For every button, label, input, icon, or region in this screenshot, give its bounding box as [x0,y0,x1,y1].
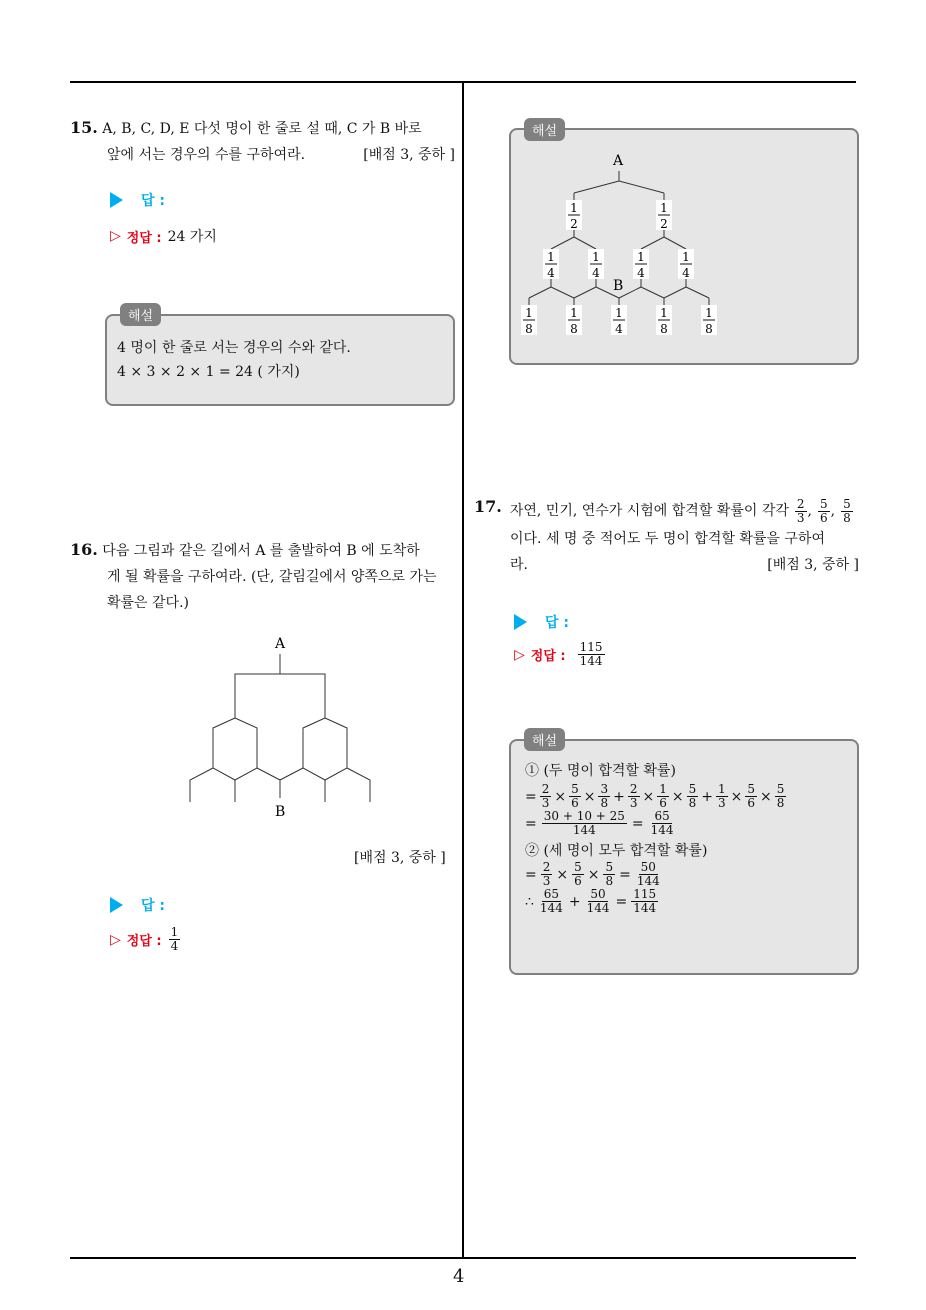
svg-text:4: 4 [682,266,690,280]
answer-row[interactable] [110,190,165,210]
tree-fraction-l3-3 [611,305,627,336]
points-badge: [배점 3, 중하 ] [363,147,455,163]
solution-fraction: $\frac{115}{144}$ [579,640,603,668]
page-number: 4 [453,1266,465,1287]
answer-label: 답 : [141,898,165,914]
solution-fraction: $\frac{1}{4}$ [170,925,179,953]
solution-label: 정답 : [126,934,162,949]
svg-text:4: 4 [547,266,555,280]
answer-row[interactable] [110,895,165,915]
play-icon [110,897,123,913]
explanation-box [105,314,455,406]
question-number: 17. [474,497,502,516]
svg-text:8: 8 [705,322,713,336]
svg-text:1: 1 [682,250,690,264]
question-text: 앞에 서는 경우의 수를 구하여라. [107,147,306,163]
column-divider [462,82,464,1259]
question-15 [70,115,455,168]
svg-text:2: 2 [570,217,578,231]
tree-fraction-l1-1 [566,200,582,231]
hollow-triangle-icon: ▷ [514,646,525,663]
tree-fraction-l3-4 [656,305,672,336]
tree-fraction-l2-4 [678,249,694,280]
question-text: 게 될 확률을 구하여라. (단, 갈림길에서 양쪽으로 가는 [107,569,437,585]
tree-top-label: A [613,153,624,169]
tree-fraction-l2-3 [633,249,649,280]
svg-text:4: 4 [615,322,623,336]
explanation-tab: 해설 [524,728,565,751]
svg-text:2: 2 [660,217,668,231]
explanation-equation: ∴ $\frac{65}{144}$ + $\frac{50}{144}$ = $\frac{115}{144}$ [525,887,657,915]
play-icon [110,192,123,208]
svg-text:1: 1 [660,201,668,215]
fraction: $\frac{2}{3}$ [796,496,805,525]
question-text: 다음 그림과 같은 길에서 A 를 출발하여 B 에 도착하 [102,543,420,559]
svg-text:1: 1 [660,306,668,320]
explanation-tab: 해설 [524,118,565,141]
svg-text:1: 1 [615,306,623,320]
bottom-rule [70,1257,856,1259]
solution-row [514,641,606,668]
question-number: 15. [70,118,98,137]
explanation-box [509,739,859,975]
svg-text:1: 1 [637,250,645,264]
label-b: B [275,804,286,820]
svg-text:1: 1 [705,306,713,320]
explanation-equation: = $\frac{2}{3}$ × $\frac{5}{6}$ × $\frac{5}{8}$ = $\frac{50}{144}$ [525,860,660,888]
solution-label: 정답 : [126,230,162,246]
solution-row [110,226,217,246]
explanation-equation: = $\frac{2}{3}$ × $\frac{5}{6}$ × $\frac{3}{8}$ + $\frac{2}{3}$ × $\frac{1}{6}$ × $\frac{5}{8}$ + $\frac{1}{3}$ × $\frac{5}{6}$ × $\frac{5}{8}$ [525,782,785,810]
question-text: 이다. 세 명 중 적어도 두 명이 합격할 확률을 구하여 [510,531,825,547]
svg-text:8: 8 [525,322,533,336]
solution-label: 정답 : [530,649,566,664]
tree-fraction-l3-1 [521,305,537,336]
explanation-line: 4 × 3 × 2 × 1 = 24 ( 가지) [117,364,300,380]
svg-text:1: 1 [592,250,600,264]
tree-fraction-l1-2 [656,200,672,231]
question-text: 자연, 민기, 연수가 시험에 합격할 확률이 각각 [509,503,789,519]
answer-row[interactable] [514,612,569,632]
hollow-triangle-icon: ▷ [110,228,121,244]
question-text: 확률은 같다.) [107,595,189,611]
play-icon [514,614,527,630]
solution-row [110,926,181,953]
svg-text:4: 4 [637,266,645,280]
svg-text:8: 8 [570,322,578,336]
question-number: 16. [70,540,98,559]
tree-fraction-l3-2 [566,305,582,336]
question-17: 17. 자연, 민기, 연수가 시험에 합격할 확률이 각각 $\frac{2}{3}$ , $\frac{5}{6}$ , $\frac{5}{8}$ 이다. 세 명 중 적어도 두 명이 합격할 확률을 구하여 라. [배점 3, 중하 ] [474,496,859,578]
explanation-equation: = $\frac{30 + 10 + 25}{144}$ = $\frac{65}{144}$ [525,809,674,837]
label-a: A [275,636,286,652]
question-text: A, B, C, D, E 다섯 명이 한 줄로 설 때, C 가 B 바로 [102,121,422,137]
answer-label: 답 : [141,193,165,209]
tree-fraction-l2-1 [543,249,559,280]
fraction: $\frac{5}{6}$ [819,496,828,525]
question-16 [70,537,455,616]
answer-label: 답 : [545,615,569,631]
explanation-tab: 해설 [120,303,161,326]
probability-tree [515,145,735,345]
svg-text:1: 1 [570,306,578,320]
svg-text:4: 4 [592,266,600,280]
tree-fraction-l2-2 [588,249,604,280]
solution-value: 24 가지 [167,229,217,245]
question-text: 라. [510,557,528,573]
svg-text:1: 1 [570,201,578,215]
points-badge: [배점 3, 중하 ] [354,850,446,866]
svg-text:1: 1 [547,250,555,264]
fraction: $\frac{5}{8}$ [843,496,851,525]
explanation-line: 4 명이 한 줄로 서는 경우의 수와 같다. [117,340,351,356]
svg-text:8: 8 [660,322,668,336]
explanation-line: ① (두 명이 합격할 확률) [525,763,676,779]
road-diagram [180,630,380,825]
hollow-triangle-icon: ▷ [110,931,121,948]
explanation-line: ② (세 명이 모두 합격할 확률) [525,843,708,859]
points-badge: [배점 3, 중하 ] [767,557,859,573]
tree-fraction-l3-5 [701,305,717,336]
svg-text:1: 1 [525,306,533,320]
tree-b-label: B [613,278,624,294]
